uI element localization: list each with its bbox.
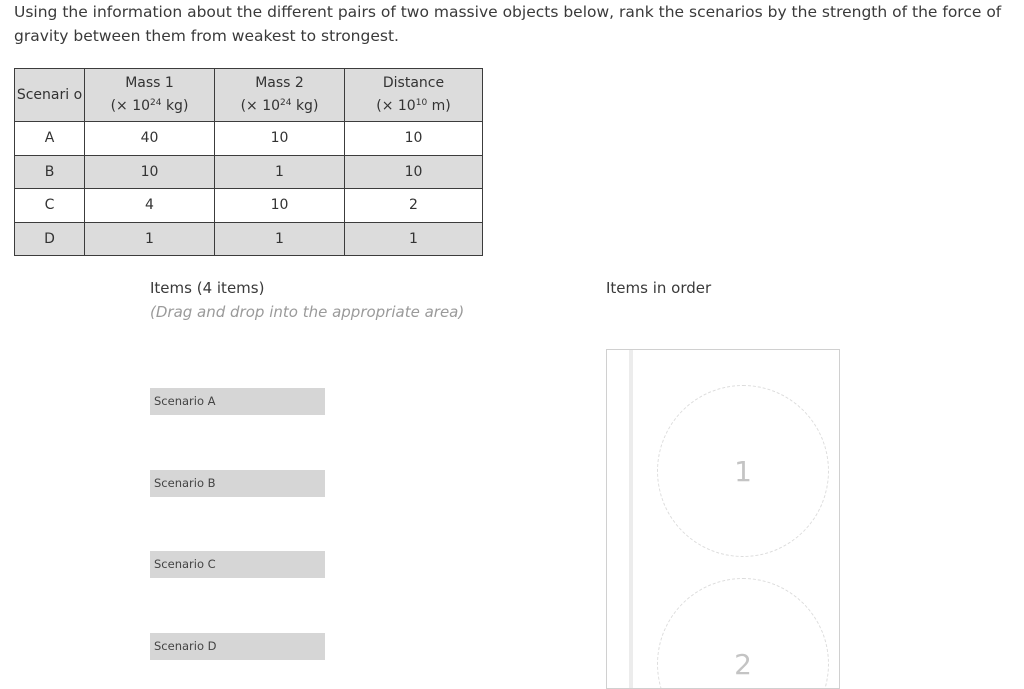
cell-mass-2: 1: [215, 222, 345, 256]
cell-mass-1: 40: [85, 122, 215, 156]
header-mass-1-label: Mass 1: [125, 75, 174, 91]
table-header-row: [15, 69, 483, 122]
header-distance-unit: (× $10^{10}$ m): [376, 98, 451, 114]
draggable-item-scenario-c[interactable]: Scenario C: [150, 551, 325, 578]
header-mass-2-label: Mass 2: [255, 75, 304, 91]
table-row: [15, 189, 483, 223]
cell-distance: 1: [345, 222, 483, 256]
question-text: Using the information about the different pairs of two massive objects below, rank the scenarios by the strength of the force of gravity between them from weakest to strongest.: [14, 3, 1002, 45]
order-panel-title: Items in order: [606, 279, 712, 297]
items-panel-hint: (Drag and drop into the appropriate area): [150, 303, 465, 321]
drop-slot-1[interactable]: 1: [657, 385, 829, 557]
cell-mass-2: 1: [215, 155, 345, 189]
items-panel-title: Items (4 items): [150, 279, 265, 297]
cell-mass-1: 10: [85, 155, 215, 189]
cell-scenario: D: [15, 222, 85, 256]
header-scenario: Scenari o: [15, 69, 85, 122]
cell-distance: 10: [345, 155, 483, 189]
cell-scenario: C: [15, 189, 85, 223]
cell-distance: 10: [345, 122, 483, 156]
cell-scenario: A: [15, 122, 85, 156]
header-mass-1: [85, 69, 215, 122]
draggable-item-scenario-b[interactable]: Scenario B: [150, 470, 325, 497]
cell-scenario: B: [15, 155, 85, 189]
scenario-table: [14, 68, 483, 256]
header-mass-2: [215, 69, 345, 122]
cell-mass-1: 4: [85, 189, 215, 223]
table-row: [15, 222, 483, 256]
header-distance-label: Distance: [382, 75, 445, 91]
cell-mass-2: 10: [215, 122, 345, 156]
draggable-item-scenario-d[interactable]: Scenario D: [150, 633, 325, 660]
cell-mass-1: 1: [85, 222, 215, 256]
table-row: [15, 155, 483, 189]
draggable-item-scenario-a[interactable]: Scenario A: [150, 388, 325, 415]
table-row: [15, 122, 483, 156]
cell-distance: 2: [345, 189, 483, 223]
header-mass-2-unit: (× $10^{24}$ kg): [240, 98, 319, 114]
drop-slot-2[interactable]: 2: [657, 578, 829, 689]
order-track: [629, 350, 633, 688]
cell-mass-2: 10: [215, 189, 345, 223]
header-mass-1-unit: (× $10^{24}$ kg): [110, 98, 189, 114]
order-drop-area[interactable]: [606, 349, 840, 689]
header-distance: [345, 69, 483, 122]
